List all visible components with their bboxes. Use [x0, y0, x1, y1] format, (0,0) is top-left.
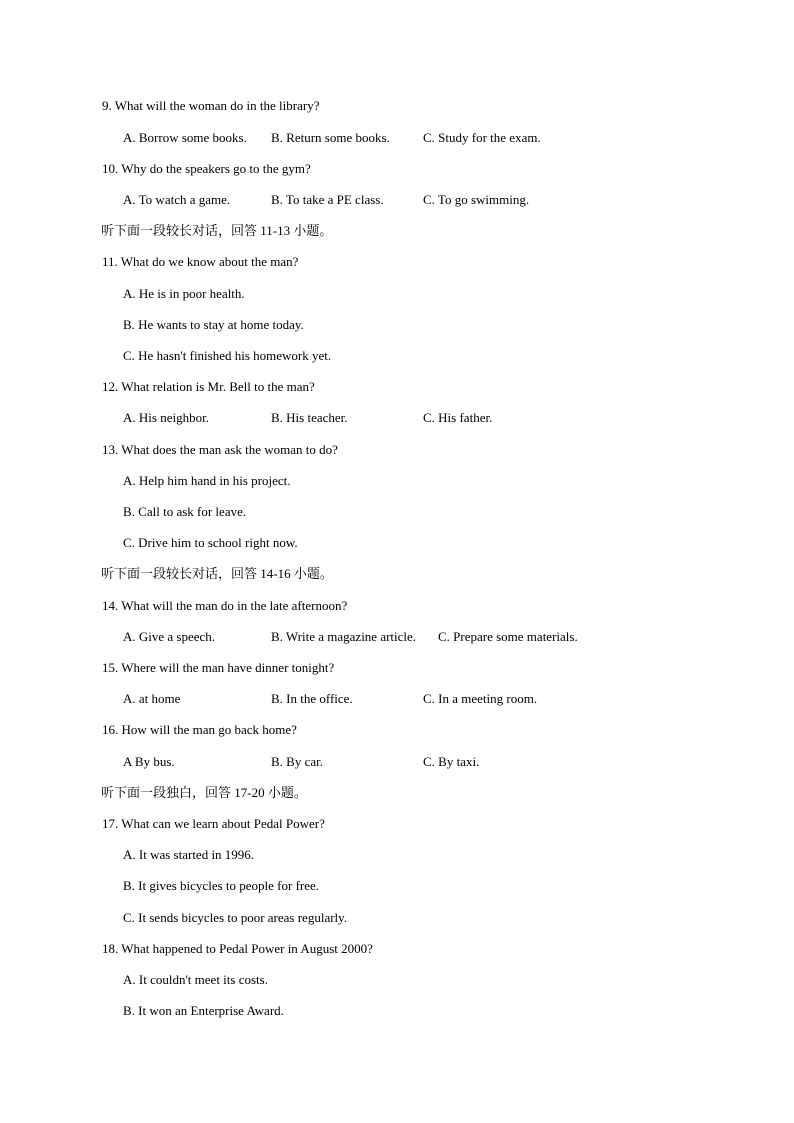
- question-15: 15. Where will the man have dinner tonight?: [102, 660, 335, 675]
- section-instruction-17-20: 听下面一段独白，回答 17-20 小题。: [101, 785, 307, 800]
- option-b: B. In the office.: [271, 691, 353, 706]
- question-18-option-b: B. It won an Enterprise Award.: [123, 1003, 284, 1018]
- option-c: C. Study for the exam.: [423, 130, 541, 145]
- option-b: B. Return some books.: [271, 130, 390, 145]
- question-10: 10. Why do the speakers go to the gym?: [102, 161, 311, 176]
- question-11: 11. What do we know about the man?: [102, 254, 299, 269]
- option-c: C. By taxi.: [423, 754, 480, 769]
- option-a: A By bus.: [123, 754, 175, 769]
- question-13-option-b: B. Call to ask for leave.: [123, 504, 247, 519]
- option-b: B. Write a magazine article.: [271, 629, 417, 644]
- question-17-option-b: B. It gives bicycles to people for free.: [123, 878, 320, 893]
- question-9: 9. What will the woman do in the library?: [102, 98, 320, 113]
- option-a: A. Give a speech.: [123, 629, 216, 644]
- option-a: A. Borrow some books.: [123, 130, 247, 145]
- question-18: 18. What happened to Pedal Power in August 2000?: [102, 941, 373, 956]
- option-c: C. To go swimming.: [423, 192, 530, 207]
- question-14: 14. What will the man do in the late afternoon?: [102, 598, 348, 613]
- option-c: C. Prepare some materials.: [438, 629, 578, 644]
- question-13: 13. What does the man ask the woman to do?: [102, 442, 338, 457]
- question-13-option-a: A. Help him hand in his project.: [123, 473, 291, 488]
- question-17-option-c: C. It sends bicycles to poor areas regularly.: [123, 910, 348, 925]
- question-18-option-a: A. It couldn't meet its costs.: [123, 972, 268, 987]
- section-instruction-11-13: 听下面一段较长对话，回答 11-13 小题。: [101, 223, 333, 238]
- option-c: C. In a meeting room.: [423, 691, 538, 706]
- option-b: B. By car.: [271, 754, 323, 769]
- option-a: A. To watch a game.: [123, 192, 231, 207]
- question-12: 12. What relation is Mr. Bell to the man?: [102, 379, 315, 394]
- option-b: B. To take a PE class.: [271, 192, 384, 207]
- question-11-option-c: C. He hasn't finished his homework yet.: [123, 348, 332, 363]
- question-11-option-a: A. He is in poor health.: [123, 286, 245, 301]
- question-17: 17. What can we learn about Pedal Power?: [102, 816, 325, 831]
- question-16: 16. How will the man go back home?: [102, 722, 297, 737]
- option-a: A. His neighbor.: [123, 410, 209, 425]
- question-11-option-b: B. He wants to stay at home today.: [123, 317, 304, 332]
- option-a: A. at home: [123, 691, 181, 706]
- option-c: C. His father.: [423, 410, 493, 425]
- option-b: B. His teacher.: [271, 410, 348, 425]
- question-13-option-c: C. Drive him to school right now.: [123, 535, 298, 550]
- section-instruction-14-16: 听下面一段较长对话，回答 14-16 小题。: [101, 566, 333, 581]
- question-17-option-a: A. It was started in 1996.: [123, 847, 255, 862]
